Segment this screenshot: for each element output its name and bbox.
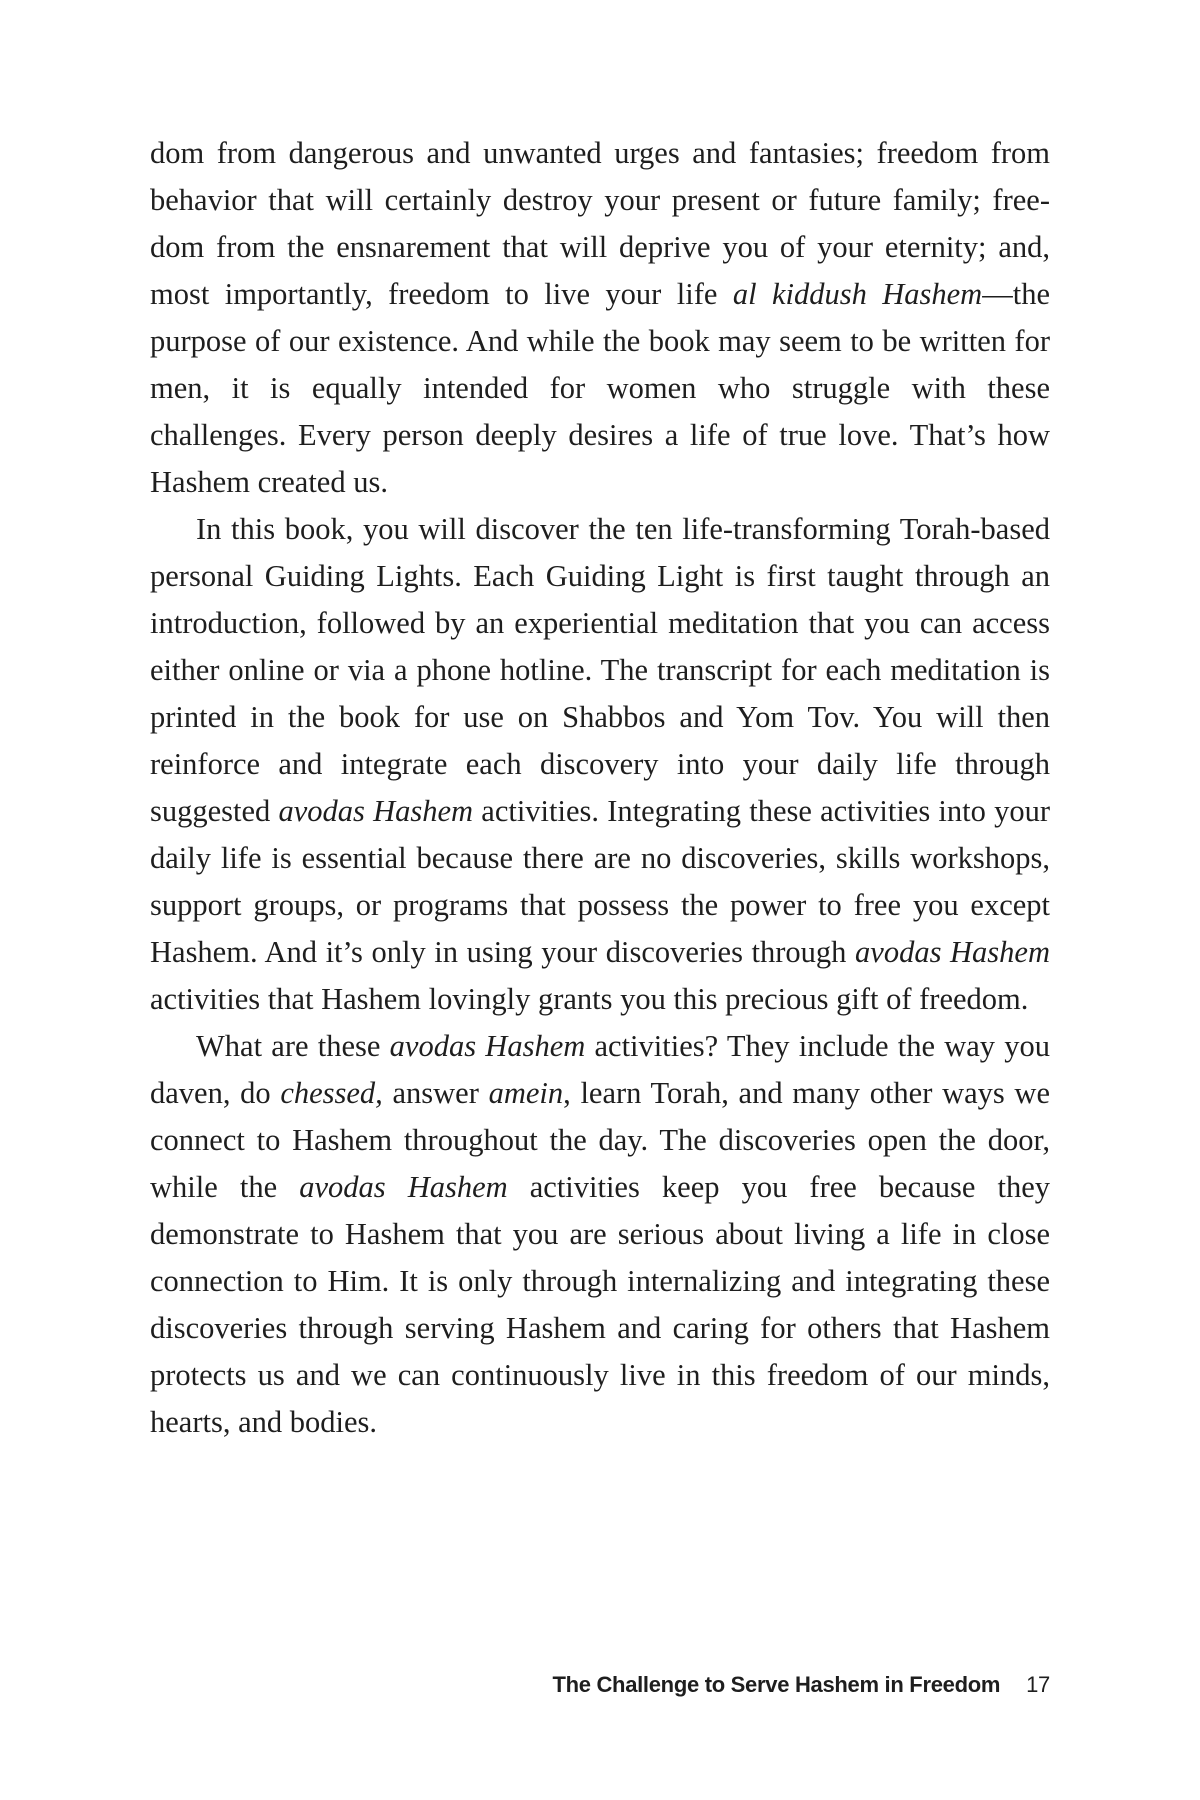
- italic-run: al kiddush Hashem: [732, 277, 983, 311]
- text-run: activities. Integrating these activities into your daily life is essential because there are no discoveries, skills workshops, support groups, or programs that possess the power to free you except Hashem. And it’s only in using your discoveries through: [150, 794, 1050, 969]
- italic-run: avodas Hashem: [389, 1029, 586, 1063]
- body-text: [150, 130, 1050, 1446]
- paragraph: [150, 130, 1050, 506]
- running-title: The Challenge to Serve Hashem in Freedom: [552, 1672, 1001, 1697]
- page-number: 17: [1026, 1672, 1050, 1697]
- text-run: In this book, you will discover the ten life-transforming Torah-based personal Guiding Lights. Each Guiding Light is first taught through an introduction, followed by an experiential meditation that you can access either online or via a phone hotline. The transcript for each meditation is printed in the book for use on Shabbos and Yom Tov. You will then reinforce and integrate each discovery into your daily life through suggested: [150, 512, 1050, 828]
- text-run: activities keep you free because they demonstrate to Hashem that you are serious about living a life in close connection to Him. It is only through internalizing and integrating these discoveries through serving Hashem and caring for others that Hashem protects us and we can continuously live in this freedom of our minds, hearts, and bodies.: [150, 1170, 1050, 1439]
- italic-run: avodas Hashem: [299, 1170, 508, 1204]
- page-footer: [552, 1665, 1050, 1705]
- italic-run: avodas Hashem: [855, 935, 1050, 969]
- italic-run: avodas Hashem: [278, 794, 474, 828]
- text-run: , learn Torah, and many other ways we connect to Hashem throughout the day. The discoveries open the door, while the: [150, 1076, 1050, 1204]
- text-run: What are these: [196, 1029, 390, 1063]
- italic-run: chessed,: [280, 1076, 383, 1110]
- paragraph: [150, 506, 1050, 1023]
- text-run: —the purpose of our existence. And while the book may seem to be written for men, it is equally intended for women who struggle with these challenges. Every person deeply desires a life of true love. That’s how Hashem created us.: [150, 277, 1050, 499]
- text-run: activities that Hashem lovingly grants you this precious gift of freedom.: [150, 982, 1029, 1016]
- text-run: dom from dangerous and unwanted urges and fantasies; freedom from behavior that will certainly destroy your present or future family; freedom from the ensnarement that will deprive you of your eternity; and, most importantly, freedom to live your life: [150, 136, 1050, 311]
- italic-run: amein: [488, 1076, 564, 1110]
- text-run: answer: [382, 1076, 489, 1110]
- text-run: activities? They include the way you daven, do: [150, 1029, 1051, 1110]
- paragraph: [150, 1023, 1050, 1446]
